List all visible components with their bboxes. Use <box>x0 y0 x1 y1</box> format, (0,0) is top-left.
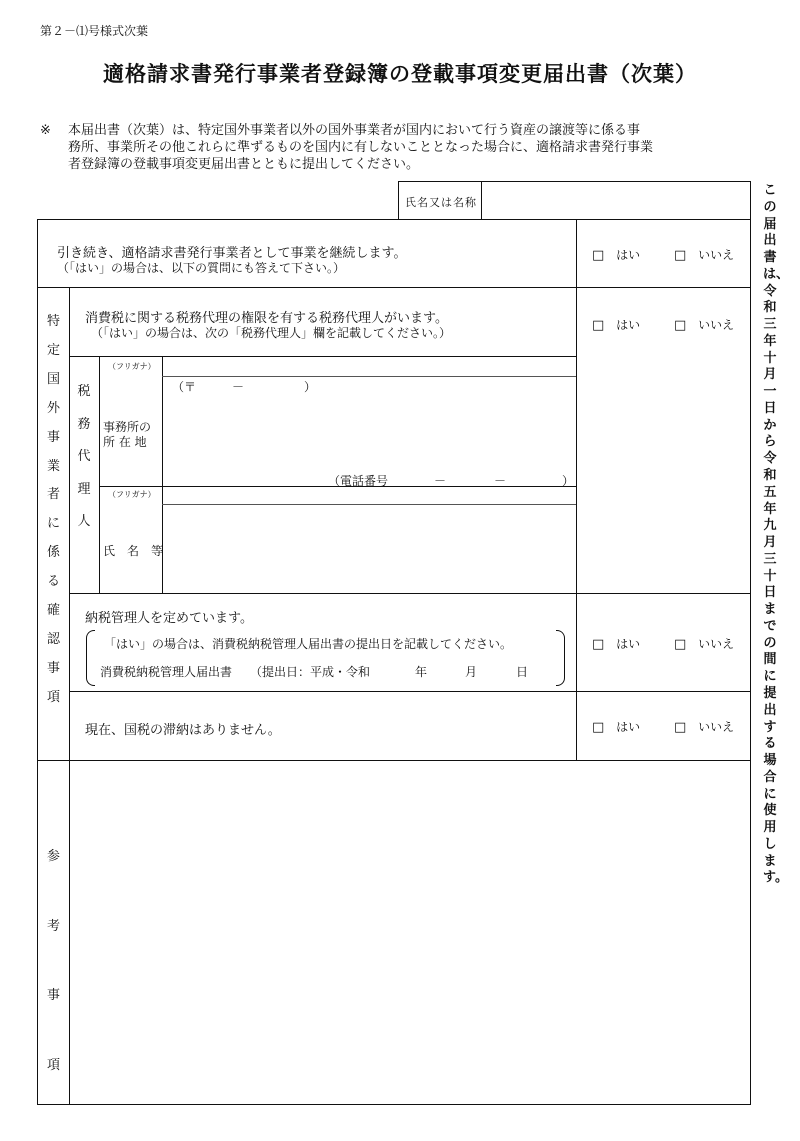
phone-dash[interactable]: － － <box>434 474 507 488</box>
no-label: いいえ <box>698 248 735 262</box>
table-right <box>750 181 751 1105</box>
name-box-left <box>398 181 399 219</box>
yes-label: はい <box>616 318 641 332</box>
furigana-label: （フリガナ） <box>108 362 156 371</box>
furigana-line <box>162 504 576 505</box>
agent-label <box>72 376 96 539</box>
left-column-label <box>38 308 69 713</box>
name-label: 氏名又は名称 <box>405 196 477 209</box>
name-box-top <box>398 181 751 182</box>
continue-checkboxes <box>592 246 734 263</box>
col-line <box>99 356 100 594</box>
form-code: 第２－⑴号様式次葉 <box>40 24 149 38</box>
tax-admin-date-label: 消費税納税管理人届出書 <box>100 665 233 679</box>
month-label[interactable]: 月 <box>465 665 478 679</box>
agent-name-input[interactable] <box>165 508 573 590</box>
day-label[interactable]: 日 <box>516 665 529 679</box>
furigana-label: （フリガナ） <box>108 490 156 499</box>
no-label: いいえ <box>698 637 735 651</box>
row-line <box>69 593 751 594</box>
arrears-yes-checkbox[interactable]: □ <box>592 720 605 735</box>
side-note <box>759 183 790 887</box>
row-line <box>37 287 751 288</box>
col-line <box>576 219 577 761</box>
reference-label <box>38 822 69 1100</box>
reference-label-text: 参考事項 <box>46 849 60 1073</box>
yes-label: はい <box>616 637 641 651</box>
tax-admin-checkboxes <box>592 635 734 652</box>
note-line: 本届出書（次葉）は、特定国外事業者以外の国外事業者が国内において行う資産の譲渡等に係る事 <box>68 123 641 138</box>
arrears-checkboxes <box>592 718 734 735</box>
table-top <box>37 219 751 220</box>
bracket-right <box>556 630 565 686</box>
arrears-question: 現在、国税の滞納はありません。 <box>85 723 281 738</box>
side-note-text: この届出書は、令和三年十月一日から令和五年九月三十日までの間に提出する場合に使用します。 <box>763 183 790 886</box>
tax-admin-date-prefix: （提出日：平成・令和 <box>250 665 371 679</box>
tax-agent-note: （「はい」の場合は、次の「税務代理人」欄を記載してください。） <box>91 326 452 340</box>
table-bottom <box>37 1104 751 1105</box>
continue-note: （「はい」の場合は、以下の質問にも答えて下さい。） <box>57 261 346 275</box>
no-label: いいえ <box>698 318 735 332</box>
note-line: 者登録簿の登載事項変更届出書とともに提出してください。 <box>68 157 420 172</box>
tax-admin-yes-checkbox[interactable]: □ <box>592 637 605 652</box>
tax-agent-no-checkbox[interactable]: □ <box>673 318 687 333</box>
col-line <box>69 287 70 1105</box>
phone-close: ） <box>562 474 575 488</box>
left-column-text: 特定国外事業者に係る確認事項 <box>46 314 60 705</box>
yes-label: はい <box>616 720 641 734</box>
agent-name-label: 氏 名 等 <box>103 544 164 558</box>
note <box>40 122 740 173</box>
year-label[interactable]: 年 <box>415 665 428 679</box>
bracket-left <box>86 630 95 686</box>
continue-no-checkbox[interactable]: □ <box>673 248 687 263</box>
yes-label: はい <box>616 248 641 262</box>
row-line <box>69 691 751 692</box>
tax-agent-checkboxes <box>592 316 734 333</box>
furigana-line <box>162 376 576 377</box>
agent-label-text: 税務代理人 <box>77 384 91 529</box>
office-label-1: 事務所の <box>103 420 152 434</box>
postal-code[interactable]: （〒 － ） <box>172 380 317 394</box>
note-mark: ※ <box>40 123 51 138</box>
phone-label: （電話番号 <box>328 474 389 488</box>
row-line <box>69 356 576 357</box>
tax-admin-no-checkbox[interactable]: □ <box>673 637 687 652</box>
no-label: いいえ <box>698 720 735 734</box>
office-label-2: 所 在 地 <box>103 435 147 449</box>
name-box-divider <box>481 181 482 219</box>
tax-agent-yes-checkbox[interactable]: □ <box>592 318 605 333</box>
continue-yes-checkbox[interactable]: □ <box>592 248 605 263</box>
reference-input[interactable] <box>72 764 748 1101</box>
tax-agent-question: 消費税に関する税務代理の権限を有する税務代理人がいます。 <box>85 311 448 326</box>
arrears-no-checkbox[interactable]: □ <box>673 720 687 735</box>
note-line: 務所、事業所その他これらに準ずるものを国内に有しないこととなった場合に、適格請求書発行事業 <box>68 140 654 155</box>
continue-question: 引き続き、適格請求書発行事業者として事業を継続します。 <box>57 246 407 261</box>
page-title: 適格請求書発行事業者登録簿の登載事項変更届出書（次葉） <box>103 61 697 86</box>
tax-admin-question: 納税管理人を定めています。 <box>85 611 253 626</box>
row-line <box>37 760 751 761</box>
name-input[interactable] <box>484 184 748 217</box>
tax-admin-note: 「はい」の場合は、消費税納税管理人届出書の提出日を記載してください。 <box>104 637 513 651</box>
